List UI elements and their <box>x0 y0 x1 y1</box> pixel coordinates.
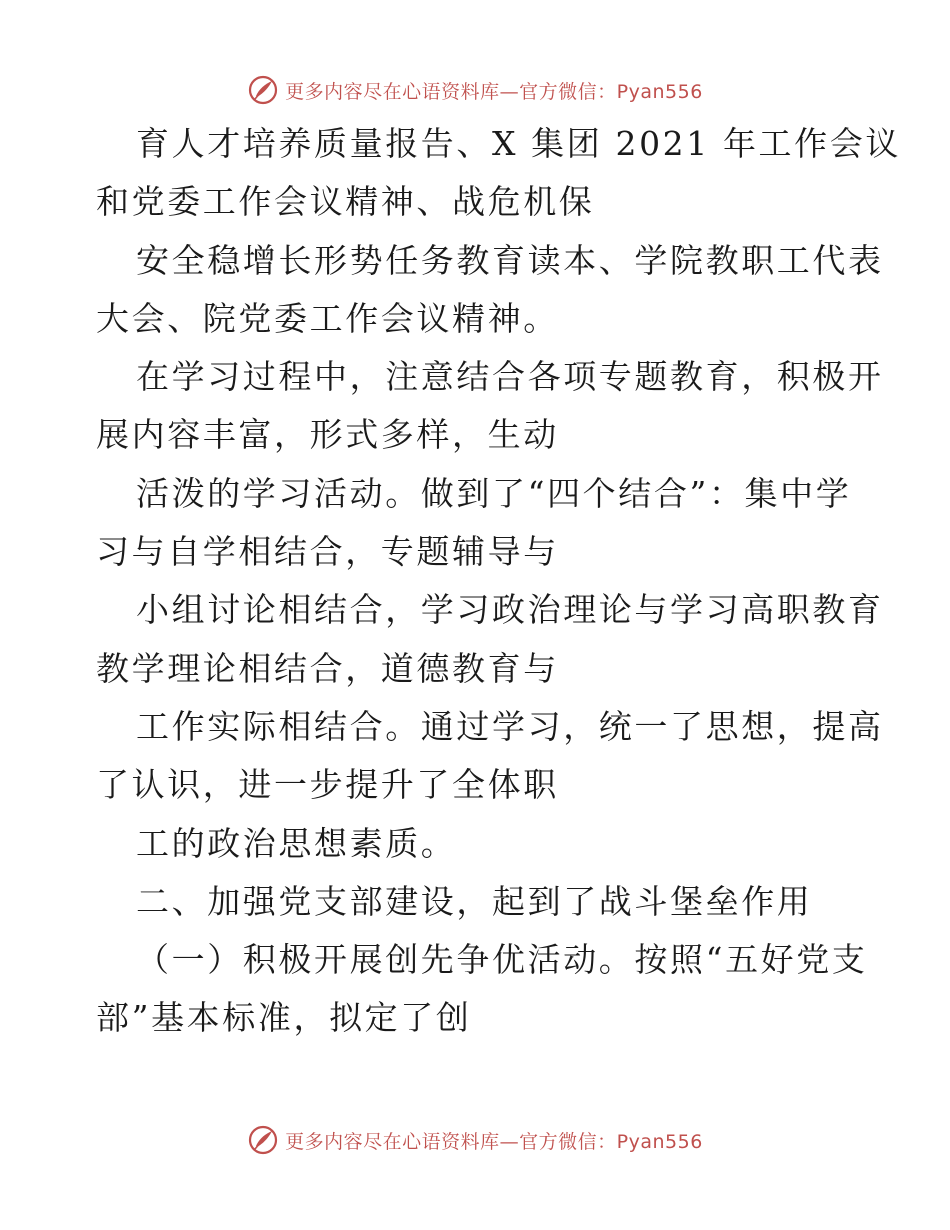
paragraph-line: 习与自学相结合，专题辅导与 <box>96 532 559 572</box>
paragraph-line: （一）积极开展创先争优活动。按照“五好党支 <box>136 940 868 980</box>
banner-contact: Pyan556 <box>616 80 703 103</box>
paragraph-line: 部”基本标准，拟定了创 <box>96 998 472 1038</box>
document-body <box>96 115 901 1048</box>
paragraph-line: 工作实际相结合。通过学习，统一了思想，提高 <box>136 706 884 746</box>
paragraph-line: 大会、院党委工作会议精神。 <box>96 298 559 338</box>
banner-title: 更多内容尽在心语资料库—官方微信： <box>285 1130 617 1153</box>
paragraph-line: 了认识，进一步提升了全体职 <box>96 765 559 805</box>
banner-text <box>285 1127 703 1154</box>
paragraph-line: 安全稳增长形势任务教育读本、学院教职工代表 <box>136 240 884 280</box>
paragraph-line: 育人才培养质量报告、X 集团 2021 年工作会议 <box>136 124 901 163</box>
banner-title: 更多内容尽在心语资料库—官方微信： <box>285 80 617 103</box>
footer-banner <box>0 1120 950 1160</box>
quill-pen-logo-icon <box>247 1124 279 1156</box>
paragraph-line: 在学习过程中，注意结合各项专题教育，积极开 <box>136 357 884 397</box>
paragraph-line: 二、加强党支部建设，起到了战斗堡垒作用 <box>136 881 813 921</box>
paragraph-line: 活泼的学习活动。做到了“四个结合”：集中学 <box>136 473 852 513</box>
paragraph-line: 工的政治思想素质。 <box>136 823 457 863</box>
header-banner <box>0 70 950 110</box>
paragraph-line: 展内容丰富，形式多样，生动 <box>96 415 559 455</box>
paragraph-line: 教学理论相结合，道德教育与 <box>96 648 559 688</box>
paragraph-line: 和党委工作会议精神、战危机保 <box>96 182 595 222</box>
paragraph-line: 小组讨论相结合，学习政治理论与学习高职教育 <box>136 590 884 630</box>
quill-pen-logo-icon <box>247 74 279 106</box>
banner-contact: Pyan556 <box>616 1130 703 1153</box>
banner-text <box>285 77 703 104</box>
